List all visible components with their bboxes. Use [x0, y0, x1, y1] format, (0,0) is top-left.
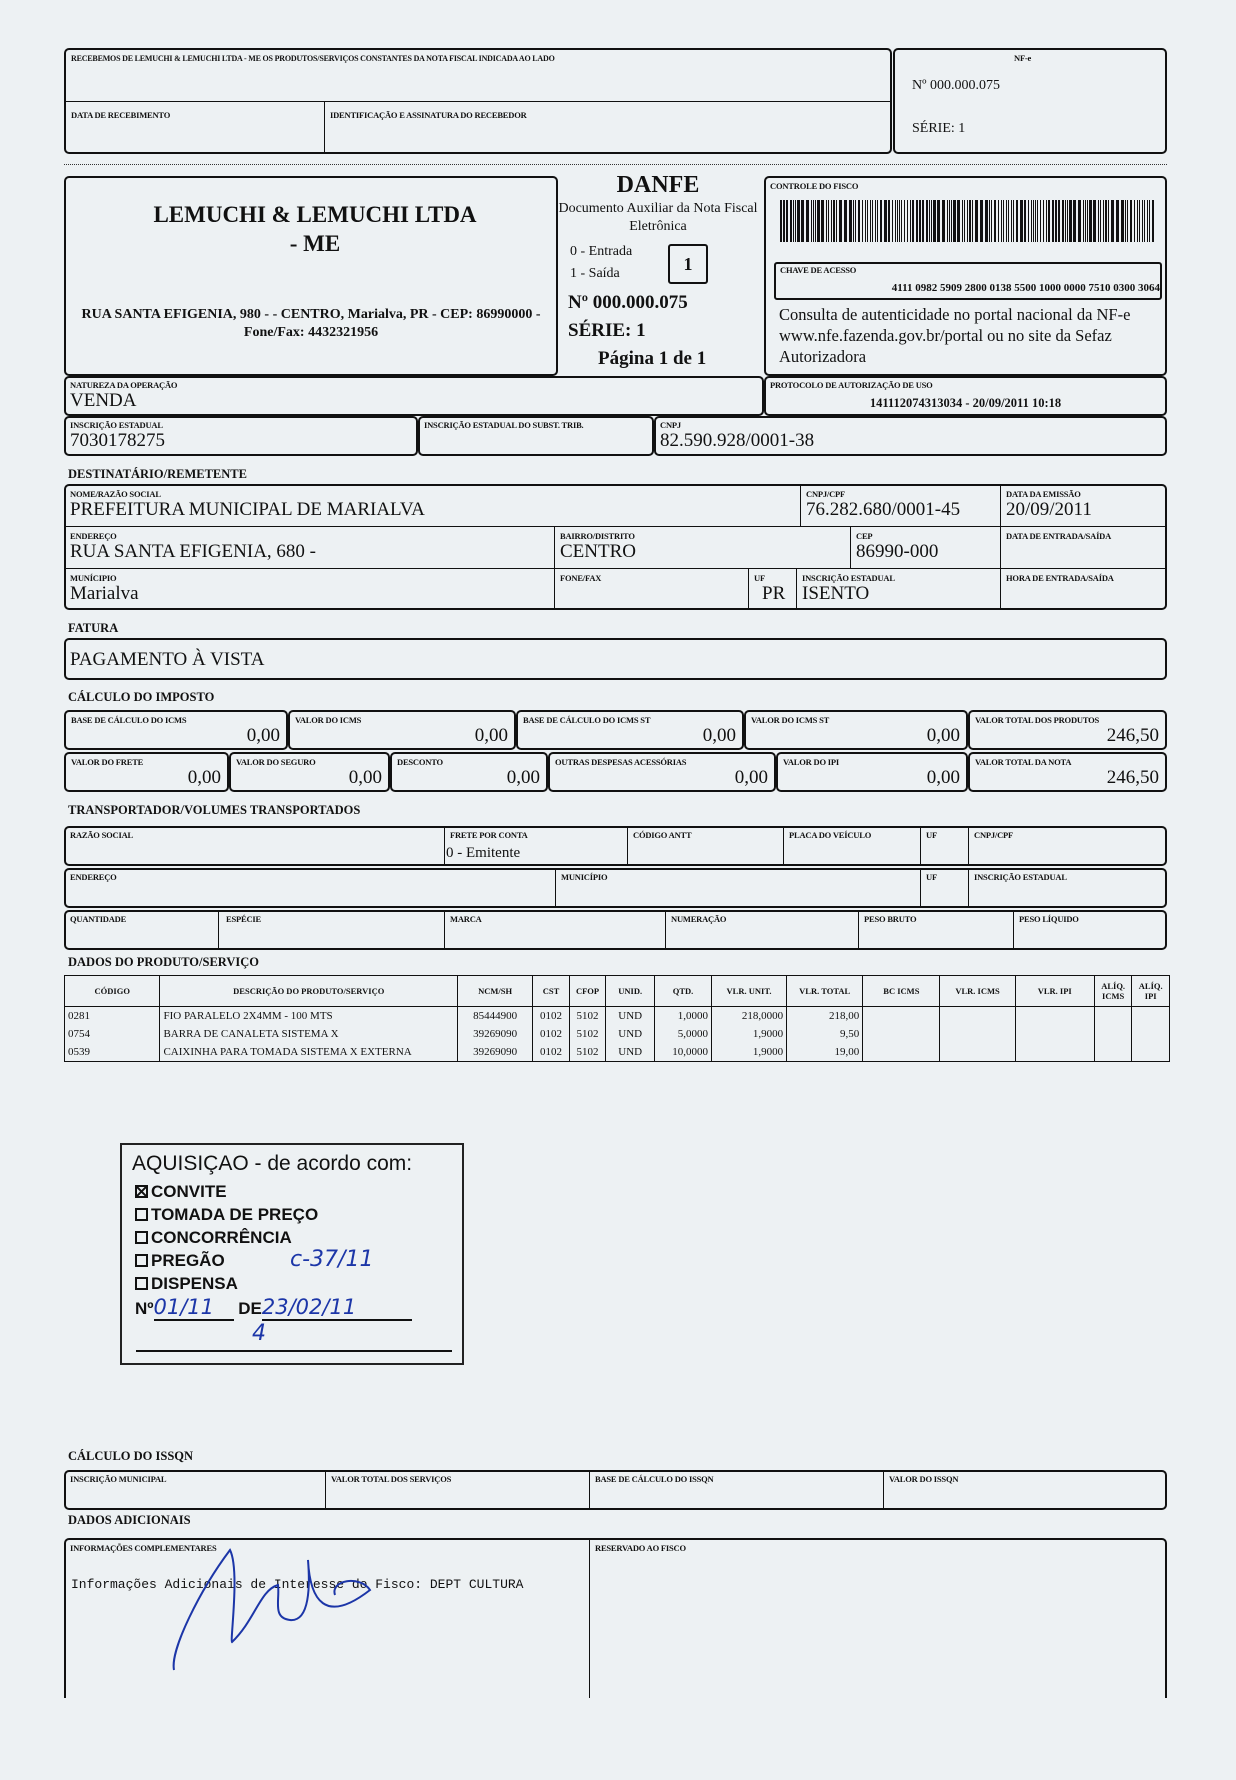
table-cell: 0754	[65, 1025, 160, 1043]
plate-label: PLACA DO VEÍCULO	[789, 830, 872, 840]
issqn-base-label: BASE DE CÁLCULO DO ISSQN	[595, 1474, 714, 1484]
cnpj-label: CNPJ	[660, 420, 681, 430]
stamp-handwritten-ref: c-37/11	[290, 1247, 374, 1272]
tax-field	[288, 710, 516, 750]
additional-section-title: DADOS ADICIONAIS	[68, 1513, 191, 1527]
transport-v3	[783, 826, 784, 866]
products-column-header: DESCRIÇÃO DO PRODUTO/SERVIÇO	[160, 976, 458, 1007]
danfe-type-box	[668, 244, 708, 284]
products-column-header: QTD.	[655, 976, 712, 1007]
recipient-cep: 86990-000	[856, 541, 939, 562]
tax-field-label: VALOR DO ICMS ST	[751, 715, 830, 725]
transport-v2	[627, 826, 628, 866]
tax-field-label: VALOR DO ICMS	[295, 715, 362, 725]
danfe-type-value: 1	[683, 254, 693, 274]
tax-field	[744, 710, 968, 750]
recipient-cep-label: CEP	[856, 531, 873, 541]
transport-v13	[1013, 910, 1014, 950]
table-cell: 5102	[569, 1007, 606, 1026]
danfe-page: Página 1 de 1	[598, 348, 707, 369]
tax-field	[64, 710, 288, 750]
receipt-stub-divider	[64, 101, 892, 102]
receipt-series: SÉRIE: 1	[912, 121, 966, 136]
table-cell	[1094, 1043, 1132, 1062]
stamp-option	[135, 1226, 318, 1249]
danfe-series: SÉRIE: 1	[568, 320, 646, 341]
transport-v5	[968, 826, 969, 866]
stamp-date-prefix: DE	[238, 1299, 262, 1318]
recipient-district-label: BAIRRO/DISTRITO	[560, 531, 635, 541]
carrier-name-label: RAZÃO SOCIAL	[70, 830, 134, 840]
table-cell: 5102	[569, 1025, 606, 1043]
checked-box-icon	[135, 1185, 148, 1198]
table-cell: 218,0000	[711, 1007, 786, 1026]
volume-species-label: ESPÉCIE	[226, 914, 261, 924]
freight-label: FRETE POR CONTA	[450, 830, 528, 840]
products-column-header: VLR. IPI	[1015, 976, 1094, 1007]
tax-field	[968, 752, 1167, 792]
stamp-number: 01/11	[154, 1295, 234, 1321]
recipient-section-title: DESTINATÁRIO/REMETENTE	[68, 467, 247, 481]
carrier-uf2-label: UF	[926, 872, 937, 882]
tax-field-label: VALOR TOTAL DA NOTA	[975, 757, 1072, 767]
receipt-date-field[interactable]	[324, 101, 325, 154]
tax-field	[516, 710, 744, 750]
products-column-header: CST	[533, 976, 570, 1007]
table-cell: 39269090	[458, 1043, 533, 1062]
table-cell	[1132, 1025, 1170, 1043]
issuer-name: LEMUCHI & LEMUCHI LTDA - ME	[153, 202, 477, 256]
table-cell	[1015, 1025, 1094, 1043]
tax-field-label: DESCONTO	[397, 757, 443, 767]
antt-label: CÓDIGO ANTT	[633, 830, 692, 840]
issqn-municipal-label: INSCRIÇÃO MUNICIPAL	[70, 1474, 167, 1484]
issqn-services-total-label: VALOR TOTAL DOS SERVIÇOS	[331, 1474, 452, 1484]
tax-field-value: 0,00	[474, 725, 508, 746]
recipient-vline-6	[796, 568, 797, 610]
receipt-date-label: DATA DE RECEBIMENTO	[71, 110, 171, 120]
products-column-header: BC ICMS	[863, 976, 940, 1007]
nature-label: NATUREZA DA OPERAÇÃO	[70, 380, 178, 390]
transport-v10	[444, 910, 445, 950]
volume-numbering-label: NUMERAÇÃO	[671, 914, 727, 924]
products-column-header: ALÍQ. ICMS	[1094, 976, 1132, 1007]
carrier-uf-label: UF	[926, 830, 937, 840]
table-cell: CAIXINHA PARA TOMADA SISTEMA X EXTERNA	[160, 1043, 458, 1062]
checkbox-icon	[135, 1231, 148, 1244]
issqn-value-label: VALOR DO ISSQN	[889, 1474, 959, 1484]
products-column-header: VLR. ICMS	[940, 976, 1015, 1007]
stamp-options	[135, 1180, 318, 1295]
consult-text: Consulta de autenticidade no portal nacional da NF-e www.nfe.fazenda.gov.br/portal ou no site da Sefaz Autorizadora	[779, 305, 1131, 366]
ie-value: 7030178275	[70, 430, 165, 451]
recipient-ie-label: INSCRIÇÃO ESTADUAL	[802, 573, 895, 583]
products-column-header: CÓDIGO	[65, 976, 160, 1007]
danfe-exit-label: 1 - Saída	[570, 266, 620, 281]
recipient-vline-5	[748, 568, 749, 610]
products-column-header: UNID.	[606, 976, 655, 1007]
carrier-ie-label: INSCRIÇÃO ESTADUAL	[974, 872, 1067, 882]
carrier-city-label: MUNICÍPIO	[561, 872, 608, 882]
tax-field	[64, 752, 229, 792]
ie-label: INSCRIÇÃO ESTADUAL	[70, 420, 163, 430]
tax-field-value: 0,00	[926, 767, 960, 788]
table-cell: 1,9000	[711, 1025, 786, 1043]
tax-field-value: 0,00	[246, 725, 280, 746]
table-cell: 1,9000	[711, 1043, 786, 1062]
stamp-number-line	[135, 1295, 412, 1321]
table-cell	[863, 1007, 940, 1026]
tax-field-value: 0,00	[926, 725, 960, 746]
table-row	[65, 1043, 1170, 1062]
invoice-section-title: FATURA	[68, 621, 119, 635]
issqn-v1	[325, 1470, 326, 1510]
volume-qty-label: QUANTIDADE	[70, 914, 127, 924]
transport-v4	[920, 826, 921, 866]
recipient-phone-label: FONE/FAX	[560, 573, 602, 583]
cut-line	[64, 164, 1167, 165]
products-column-header: VLR. UNIT.	[711, 976, 786, 1007]
transport-v12	[858, 910, 859, 950]
recipient-name-label: NOME/RAZÃO SOCIAL	[70, 489, 161, 499]
table-cell: FIO PARALELO 2X4MM - 100 MTS	[160, 1007, 458, 1026]
tax-field-label: VALOR DO IPI	[783, 757, 840, 767]
table-cell: 1,0000	[655, 1007, 712, 1026]
tax-field-value: 0,00	[702, 725, 736, 746]
receipt-statement: RECEBEMOS DE LEMUCHI & LEMUCHI LTDA - ME OS PRODUTOS/SERVIÇOS CONSTANTES DA NOTA FISCAL INDICADA AO LADO	[71, 54, 555, 63]
receipt-nfe-box	[893, 48, 1167, 154]
table-cell: 0539	[65, 1043, 160, 1062]
stamp-option	[135, 1203, 318, 1226]
table-cell	[1015, 1007, 1094, 1026]
additional-info: Informações Adicionais de Interesse do Fisco: DEPT CULTURA	[71, 1577, 524, 1592]
table-cell: 9,50	[787, 1025, 863, 1043]
access-key-barcode	[780, 200, 1158, 242]
acquisition-stamp	[120, 1143, 464, 1365]
receipt-number: Nº 000.000.075	[912, 78, 1000, 93]
handwritten-signature	[160, 1530, 390, 1680]
danfe-subtitle: Documento Auxiliar da Nota Fiscal Eletrônica	[558, 201, 758, 234]
tax-section-title: CÁLCULO DO IMPOSTO	[68, 690, 215, 704]
table-cell: 5102	[569, 1043, 606, 1062]
table-cell: 5,0000	[655, 1025, 712, 1043]
table-cell	[1094, 1025, 1132, 1043]
checkbox-icon	[135, 1277, 148, 1290]
stamp-option-label: CONVITE	[151, 1182, 227, 1201]
transport-v9	[218, 910, 219, 950]
tax-field-value: 0,00	[348, 767, 382, 788]
transport-section-title: TRANSPORTADOR/VOLUMES TRANSPORTADOS	[68, 803, 361, 817]
tax-field-value: 246,50	[1106, 725, 1159, 746]
products-column-header: VLR. TOTAL	[787, 976, 863, 1007]
recipient-vline-1	[800, 484, 801, 526]
transport-v6	[555, 868, 556, 908]
reserved-fisco-label: RESERVADO AO FISCO	[595, 1543, 686, 1553]
table-cell: 0102	[533, 1043, 570, 1062]
ie-st-label: INSCRIÇÃO ESTADUAL DO SUBST. TRIB.	[424, 420, 584, 430]
recipient-city-label: MUNÍCIPIO	[70, 573, 117, 583]
tax-field	[390, 752, 548, 792]
tax-field-value: 246,50	[1106, 767, 1159, 788]
recipient-cnpj-label: CNPJ/CPF	[806, 489, 846, 499]
gross-weight-label: PESO BRUTO	[864, 914, 917, 924]
fisco-control-label: CONTROLE DO FISCO	[770, 181, 859, 191]
stamp-option	[135, 1180, 318, 1203]
table-cell	[940, 1007, 1015, 1026]
additional-info-label: INFORMAÇÕES COMPLEMENTARES	[70, 1543, 217, 1553]
tax-field	[229, 752, 390, 792]
carrier-cnpj-label: CNPJ/CPF	[974, 830, 1014, 840]
recipient-city: Marialva	[70, 583, 139, 604]
freight-value: 0 - Emitente	[446, 845, 521, 861]
table-cell: 0281	[65, 1007, 160, 1026]
table-row	[65, 1007, 1170, 1026]
access-key-label: CHAVE DE ACESSO	[780, 265, 857, 275]
access-key: 4111 0982 5909 2800 0138 5500 1000 0000 7510 0300 3064	[891, 282, 1160, 294]
protocol-value: 141112074313034 - 20/09/2011 10:18	[869, 396, 1062, 410]
transport-v1	[444, 826, 445, 866]
table-cell: 85444900	[458, 1007, 533, 1026]
products-column-header: NCM/SH	[458, 976, 533, 1007]
additional-divider	[589, 1538, 590, 1698]
table-cell: 218,00	[787, 1007, 863, 1026]
stamp-option-label: PREGÃO	[151, 1251, 225, 1270]
table-cell: 39269090	[458, 1025, 533, 1043]
recipient-ie: ISENTO	[802, 583, 870, 604]
table-cell: 0102	[533, 1007, 570, 1026]
products-column-header: ALÍQ. IPI	[1132, 976, 1170, 1007]
recipient-address: RUA SANTA EFIGENIA, 680 -	[70, 541, 317, 562]
recipient-district: CENTRO	[560, 541, 636, 562]
stamp-option-label: TOMADA DE PREÇO	[151, 1205, 319, 1224]
transport-v8	[968, 868, 969, 908]
receipt-nfe-label: NF-e	[1014, 53, 1032, 63]
table-cell	[940, 1025, 1015, 1043]
recipient-address-label: ENDEREÇO	[70, 531, 117, 541]
transport-v7	[920, 868, 921, 908]
issqn-v2	[589, 1470, 590, 1510]
tax-field-value: 0,00	[187, 767, 221, 788]
products-table	[64, 975, 1170, 1062]
stamp-option	[135, 1272, 318, 1295]
table-cell	[1015, 1043, 1094, 1062]
table-cell: BARRA DE CANALETA SISTEMA X	[160, 1025, 458, 1043]
protocol-label: PROTOCOLO DE AUTORIZAÇÃO DE USO	[770, 380, 933, 390]
recipient-name: PREFEITURA MUNICIPAL DE MARIALVA	[70, 499, 425, 520]
tax-field-label: BASE DE CÁLCULO DO ICMS ST	[523, 715, 651, 725]
stamp-option-label: CONCORRÊNCIA	[151, 1228, 292, 1247]
danfe-title: DANFE	[616, 172, 700, 198]
io-time-label: HORA DE ENTRADA/SAÍDA	[1006, 573, 1114, 583]
table-cell	[1132, 1007, 1170, 1026]
products-header-row	[65, 976, 1170, 1007]
table-row	[65, 1025, 1170, 1043]
stamp-date: 23/02/11	[262, 1295, 412, 1321]
tax-field-label: BASE DE CÁLCULO DO ICMS	[71, 715, 187, 725]
tax-field-label: VALOR DO FRETE	[71, 757, 144, 767]
recipient-cnpj: 76.282.680/0001-45	[806, 499, 961, 520]
recipient-vline-2	[1000, 484, 1001, 610]
tax-field-label: VALOR DO SEGURO	[236, 757, 316, 767]
table-cell: UND	[606, 1043, 655, 1062]
table-cell: UND	[606, 1007, 655, 1026]
tax-field-label: OUTRAS DESPESAS ACESSÓRIAS	[555, 757, 687, 767]
recipient-vline-3	[554, 526, 555, 610]
recipient-uf: PR	[762, 583, 786, 604]
tax-field	[968, 710, 1167, 750]
table-cell	[1094, 1007, 1132, 1026]
nature-value: VENDA	[70, 390, 137, 411]
transport-v11	[665, 910, 666, 950]
tax-field-value: 0,00	[506, 767, 540, 788]
io-date-label: DATA DE ENTRADA/SAÍDA	[1006, 531, 1112, 541]
danfe-entry-label: 0 - Entrada	[570, 244, 633, 259]
net-weight-label: PESO LÍQUIDO	[1019, 914, 1079, 924]
recipient-uf-label: UF	[754, 573, 765, 583]
tax-field	[548, 752, 776, 792]
invoice-value: PAGAMENTO À VISTA	[70, 649, 265, 670]
table-cell	[1132, 1043, 1170, 1062]
stamp-title: AQUISIÇAO - de acordo com:	[132, 1152, 413, 1175]
checkbox-icon	[135, 1254, 148, 1267]
stamp-number-prefix: Nº	[135, 1299, 154, 1318]
stamp-option-label: DISPENSA	[151, 1274, 238, 1293]
issue-date-label: DATA DA EMISSÃO	[1006, 489, 1081, 499]
issqn-section-title: CÁLCULO DO ISSQN	[68, 1449, 194, 1463]
issuer-address: RUA SANTA EFIGENIA, 980 - - CENTRO, Marialva, PR - CEP: 86990000 - Fone/Fax: 4432321956	[81, 307, 541, 340]
tax-field-value: 0,00	[734, 767, 768, 788]
table-cell	[863, 1025, 940, 1043]
issqn-v3	[883, 1470, 884, 1510]
checkbox-icon	[135, 1208, 148, 1221]
table-cell	[940, 1043, 1015, 1062]
products-section-title: DADOS DO PRODUTO/SERVIÇO	[68, 955, 260, 969]
table-cell: UND	[606, 1025, 655, 1043]
carrier-address-label: ENDEREÇO	[70, 872, 117, 882]
receipt-signature-label: IDENTIFICAÇÃO E ASSINATURA DO RECEBEDOR	[330, 110, 527, 120]
products-column-header: CFOP	[569, 976, 606, 1007]
tax-field	[776, 752, 968, 792]
danfe-number: Nº 000.000.075	[568, 292, 688, 313]
tax-field-label: VALOR TOTAL DOS PRODUTOS	[975, 715, 1100, 725]
table-cell: 0102	[533, 1025, 570, 1043]
table-cell: 10,0000	[655, 1043, 712, 1062]
issue-date: 20/09/2011	[1006, 499, 1092, 520]
table-cell	[863, 1043, 940, 1062]
volume-brand-label: MARCA	[450, 914, 482, 924]
stamp-mark: 4	[252, 1321, 266, 1346]
stamp-signature-line	[136, 1350, 452, 1352]
cnpj-value: 82.590.928/0001-38	[660, 430, 815, 451]
table-cell: 19,00	[787, 1043, 863, 1062]
